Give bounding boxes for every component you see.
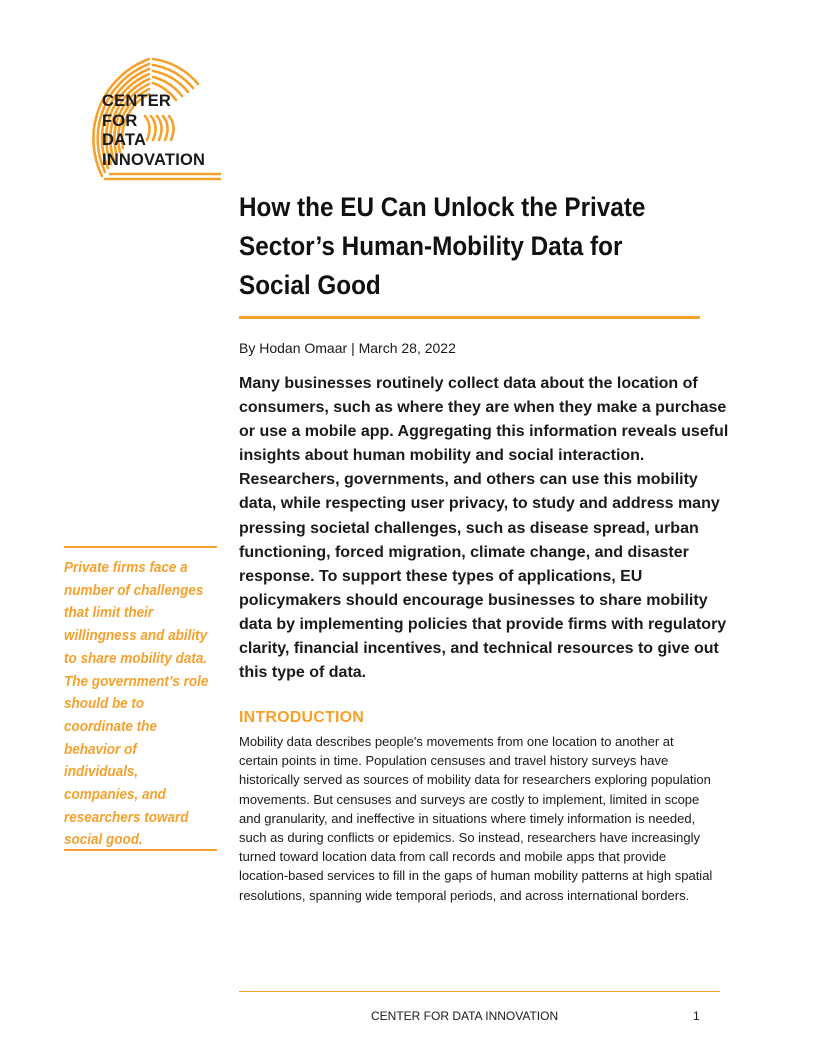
logo-line-3: DATA — [102, 131, 147, 149]
logo-line-4: INNOVATION — [102, 150, 206, 169]
author: By Hodan Omaar — [239, 340, 348, 356]
footer-organization: CENTER FOR DATA INNOVATION — [371, 1009, 559, 1023]
pull-quote: Private firms face a number of challenges that limit their willingness and ability to share mobility data. The government’s role should be to coordinate the behavior of individuals, companies, and researchers toward social good. — [64, 560, 209, 849]
executive-summary: Many businesses routinely collect data about the location of consumers, such as where they are when they make a purchase or use a mobile app. Aggregating this information reveals useful insights about human mobility and social interaction. Researchers, governments, and others can use this mobility data, while respecting user privacy, to study and address many pressing societal challenges, such as disease spread, urban functioning, forced migration, climate change, and disaster response. To support these types of applications, EU policymakers should encourage businesses to share mobility data by implementing policies that provide firms with regulatory clarity, financial incentives, and technical resources to give out this type of data. — [239, 375, 729, 682]
byline — [239, 340, 456, 356]
logo-line-2: FOR — [102, 111, 138, 130]
publication-date: March 28, 2022 — [358, 340, 456, 356]
page-number: 1 — [693, 1009, 700, 1023]
logo-wordmark — [102, 92, 205, 170]
byline-separator: | — [351, 340, 355, 356]
section-body: Mobility data describes people's movements from one location to another at certain points in time. Population censuses and travel history surveys have historically served as sources of mobility data for researchers exploring population movements. But censuses and surveys are costly to implement, limited in scope and granularity, and ineffective in situations where timely information is needed, such as during conflicts or epidemics. So instead, researchers have increasingly turned toward location data from call records and mobile apps that provide location-based services to fill in the gaps of human mobility patterns at high spatial resolutions, spanning wide temporal periods, and across international borders. — [239, 734, 713, 903]
section-heading: INTRODUCTION — [239, 709, 365, 726]
logo-line-1: CENTER — [102, 92, 172, 110]
footer-divider — [239, 991, 720, 992]
callout-bottom-rule — [64, 849, 217, 851]
title-divider — [239, 316, 700, 319]
report-title: How the EU Can Unlock the Private Sector’s Human-Mobility Data for Social Good — [239, 192, 646, 300]
callout-top-rule — [64, 546, 217, 548]
